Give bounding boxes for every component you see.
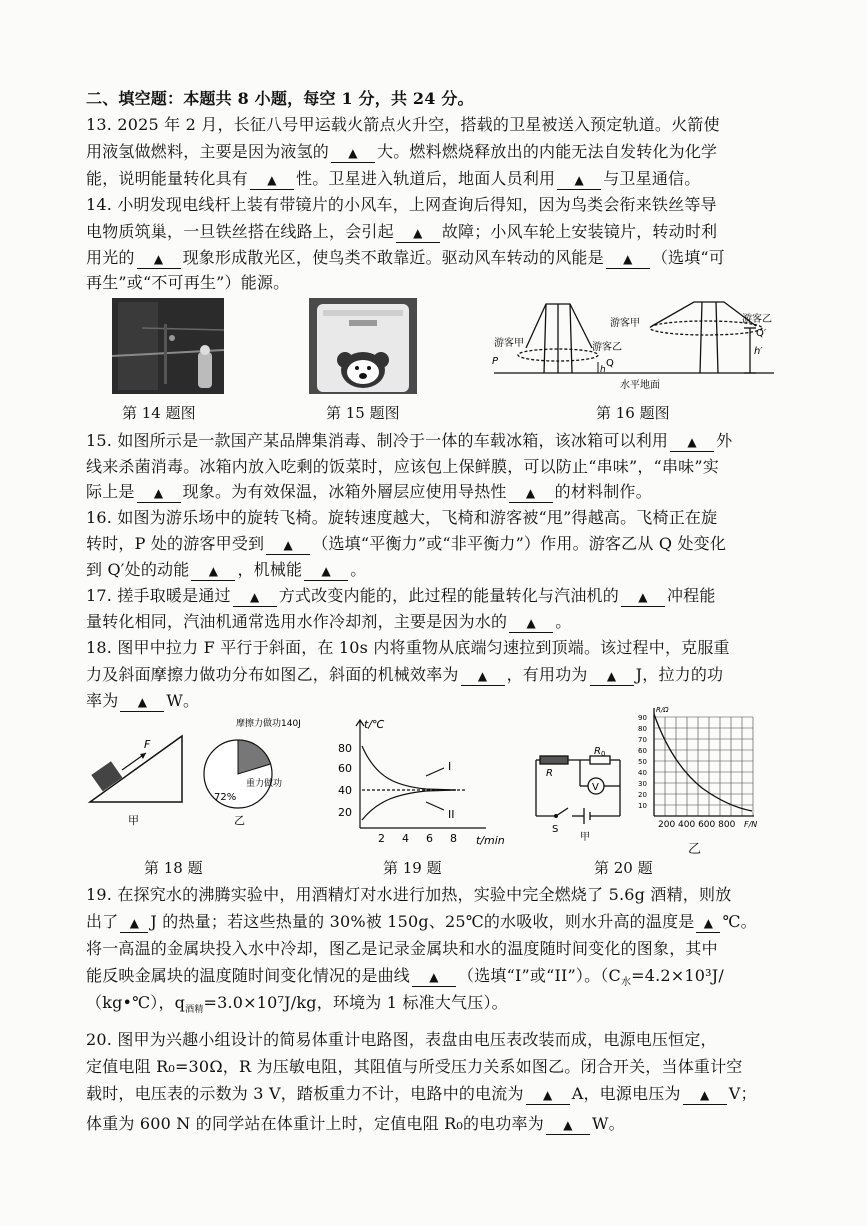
fig14-photo <box>112 298 224 394</box>
q14-line4: 再生”或“不可再生”）能源。 <box>86 273 290 292</box>
answer-blank[interactable]: ▲ <box>509 613 553 633</box>
q19-line1: 19. 在探究水的沸腾实验中，用酒精灯对水进行加热，实验中完全燃烧了 5.6g 酒精，则放 <box>86 885 732 904</box>
ytick-50: 50 <box>638 758 647 766</box>
q15-line3: 际上是 ▲ 现象。为有效保温，冰箱外層层应使用导热性 ▲ 的材料制作。 <box>86 482 652 501</box>
fig18-incline-and-pie <box>86 716 324 834</box>
q16-line1: 16. 如图为游乐场中的旋转飞椅。旋转速度越大，飞椅和游客被“甩”得越高。飞椅正在旋 <box>86 508 718 527</box>
ytick-80: 80 <box>638 725 647 733</box>
answer-blank[interactable]: ▲ <box>606 249 650 269</box>
q17-line2: 量转化相同，汽油机通常选用水作冷却剂，主要是因为水的 ▲ 。 <box>86 612 572 631</box>
xtick-4: 4 <box>402 832 409 845</box>
q16-line3: 到 Q′处的动能 ▲ ，机械能 ▲ 。 <box>86 560 367 579</box>
answer-blank[interactable]: ▲ <box>557 170 601 190</box>
q13-line3: 能，说明能量转化具有 ▲ 性。卫星进入轨道后，地面人员利用 ▲ 与卫星通信。 <box>86 169 701 188</box>
axis-label-r: R/Ω <box>656 706 669 714</box>
xtick-8: 8 <box>450 832 457 845</box>
fig15-fridge-photo <box>309 298 417 394</box>
answer-blank[interactable]: ▲ <box>304 561 348 581</box>
axis-label-f: F/N <box>744 820 758 829</box>
curve-label-2: II <box>448 808 455 821</box>
fig20-circuit-diagram <box>532 746 632 842</box>
answer-blank[interactable]: ▲ <box>621 587 665 607</box>
answer-blank[interactable]: ▲ <box>590 666 634 686</box>
label-tourist-b-2: 游客乙 <box>742 314 772 325</box>
q17-line1: 17. 搓手取暖是通过 ▲ 方式改变内能的，此过程的能量转化与汽油机的 ▲ 冲程能 <box>86 586 716 605</box>
q15-line1: 15. 如图所示是一款国产某品牌集消毒、制冷于一体的车载冰箱，该冰箱可以利用 ▲ 外 <box>86 431 733 450</box>
answer-blank[interactable]: ▲ <box>191 561 235 581</box>
xtick-2: 2 <box>378 832 385 845</box>
answer-blank[interactable]: ▲ <box>250 170 294 190</box>
q13-line1: 13. 2025 年 2 月，长征八号甲运载火箭点火升空，搭载的卫星被送入预定轨道。火箭使 <box>86 115 720 134</box>
q15-line2: 线来杀菌消毒。冰箱内放入吃剩的饭菜时，应该包上保鲜膜，可以防止“串味”，“串味”实 <box>86 457 719 476</box>
label-tourist-b: 游客乙 <box>592 342 622 353</box>
answer-blank[interactable]: ▲ <box>266 535 310 555</box>
label-gravity-work: 重力做功 <box>246 779 283 789</box>
q20-line1: 20. 图甲为兴趣小组设计的简易体重计电路图，表盘由电压表改装而成，电源电压恒定， <box>86 1030 717 1049</box>
label-percent: 72% <box>214 792 237 803</box>
q19-line4: 能反映金属块的温度随时间变化情况的是曲线 ▲ （选填“I”或“II”）。（$C_水=4.2\times 10^3J/$ <box>86 966 724 989</box>
label-q-prime: Q′ <box>756 328 767 339</box>
q20-line4: 体重为 600 N 的同学站在体重计上时，定值电阻 R₀的电功率为 ▲ W。 <box>86 1114 625 1133</box>
q14-line1: 14. 小明发现电线杆上装有带镜片的小风车，上网查询后得知，因为鸟类会衔来铁丝等导 <box>86 195 717 214</box>
answer-blank[interactable]: ▲ <box>412 967 456 987</box>
fig19-temperature-graph <box>326 716 526 848</box>
answer-blank[interactable]: ▲ <box>526 1085 570 1105</box>
fig20-resistance-graph <box>632 704 772 832</box>
label-r0: R <box>594 746 601 757</box>
answer-blank[interactable]: ▲ <box>461 666 505 686</box>
section-title: 二、填空题：本题共 8 小题，每空 1 分，共 24 分。 <box>86 89 474 108</box>
answer-blank[interactable]: ▲ <box>233 587 277 607</box>
fig15-caption: 第 15 题图 <box>326 404 400 422</box>
label-h-prime: h′ <box>754 346 763 357</box>
answer-blank[interactable]: ▲ <box>120 692 164 712</box>
label-tourist-a: 游客甲 <box>494 338 524 349</box>
q14-line2: 电物质筑巢，一旦铁丝搭在线路上，会引起 ▲ 故障；小风车轮上安装镜片，转动时利 <box>86 222 718 241</box>
q19-line3: 将一高温的金属块投入水中冷却，图乙是记录金属块和水的温度随时间变化的图象，其中 <box>86 939 718 958</box>
fig18-caption: 第 18 题 <box>144 859 203 877</box>
ytick-70: 70 <box>638 736 647 744</box>
answer-blank[interactable]: ▲ <box>670 432 714 452</box>
label-yi: 乙 <box>234 814 245 827</box>
label-f: F <box>144 738 151 751</box>
ytick-60: 60 <box>638 747 647 755</box>
xticks: 200 400 600 800 <box>658 820 736 830</box>
answer-blank[interactable]: ▲ <box>509 483 553 503</box>
answer-blank[interactable]: ▲ <box>696 913 720 933</box>
label-jia: 甲 <box>128 814 139 827</box>
ytick-20: 20 <box>638 791 647 799</box>
label-q: Q <box>606 358 614 369</box>
axis-label-temp: t/℃ <box>364 718 385 731</box>
label-tourist-a-2: 游客甲 <box>610 318 640 329</box>
answer-blank[interactable]: ▲ <box>396 223 440 243</box>
ytick-30: 30 <box>638 780 647 788</box>
fig19-caption: 第 19 题 <box>383 859 442 877</box>
q19-line5: （kg•℃），$q_{酒精}=3.0\times 10^7J/kg$，环境为 1 标准大气压）。 <box>86 993 508 1016</box>
ytick-90: 90 <box>638 714 647 722</box>
q19-line2: 出了 ▲ J 的热量；若这些热量的 30%被 150g、25℃的水吸收，则水升高的温度是 ▲ ℃。 <box>86 912 757 931</box>
ytick-60: 60 <box>338 762 352 775</box>
q20-line3: 载时，电压表的示数为 3 V，踏板重力不计，电路中的电流为 ▲ A，电源电压为 ▲ V； <box>86 1084 757 1103</box>
q14-line3: 用光的 ▲ 现象形成散光区，使鸟类不敢靠近。驱动风车转动的风能是 ▲ （选填“可 <box>86 248 725 267</box>
answer-blank[interactable]: ▲ <box>137 483 181 503</box>
label-h: h <box>600 365 606 375</box>
fig16-caption: 第 16 题图 <box>596 404 670 422</box>
label-ground: 水平地面 <box>620 380 660 391</box>
label-jia-20: 甲 <box>580 832 590 842</box>
ytick-40: 40 <box>338 784 352 797</box>
fig20-yi-label: 乙 <box>688 842 702 857</box>
ytick-80: 80 <box>338 742 352 755</box>
q16-line2: 转时，P 处的游客甲受到 ▲ （选填“平衡力”或“非平衡力”）作用。游客乙从 Q 处变化 <box>86 534 727 553</box>
ytick-10: 10 <box>638 802 647 810</box>
xtick-6: 6 <box>426 832 433 845</box>
q18-line1: 18. 图甲中拉力 F 平行于斜面，在 10s 内将重物从底端匀速拉到顶端。该过程中，克服重 <box>86 638 730 657</box>
fig16-swing-ride-diagram <box>484 298 784 398</box>
q13-line2: 用液氢做燃料，主要是因为液氢的 ▲ 大。燃料燃烧释放出的内能无法自发转化为化学 <box>86 142 718 161</box>
label-r0-sub: 0 <box>601 750 606 758</box>
answer-blank[interactable]: ▲ <box>546 1115 590 1135</box>
label-r: R <box>546 768 553 779</box>
q18-line2: 力及斜面摩擦力做功分布如图乙，斜面的机械效率为 ▲ ，有用功为 ▲ J，拉力的功 <box>86 665 724 684</box>
label-p: P <box>492 356 499 367</box>
answer-blank[interactable]: ▲ <box>683 1085 727 1105</box>
fig14-caption: 第 14 题图 <box>122 404 196 422</box>
label-switch: S <box>552 824 559 835</box>
ytick-20: 20 <box>338 806 352 819</box>
answer-blank[interactable]: ▲ <box>120 913 148 933</box>
curve-label-1: I <box>448 760 452 773</box>
fig20-caption: 第 20 题 <box>594 859 653 877</box>
axis-label-time: t/min <box>476 834 505 847</box>
q18-line3: 率为 ▲ W。 <box>86 691 200 710</box>
ytick-40: 40 <box>638 769 647 777</box>
q20-line2: 定值电阻 R₀=30Ω，R 为压敏电阻，其阻值与所受压力关系如图乙。闭合开关，当体重计空 <box>86 1057 743 1076</box>
label-friction-work: 摩擦力做功140J <box>236 719 301 729</box>
answer-blank[interactable]: ▲ <box>137 249 181 269</box>
answer-blank[interactable]: ▲ <box>331 143 375 163</box>
voltmeter-v: V <box>592 782 599 793</box>
